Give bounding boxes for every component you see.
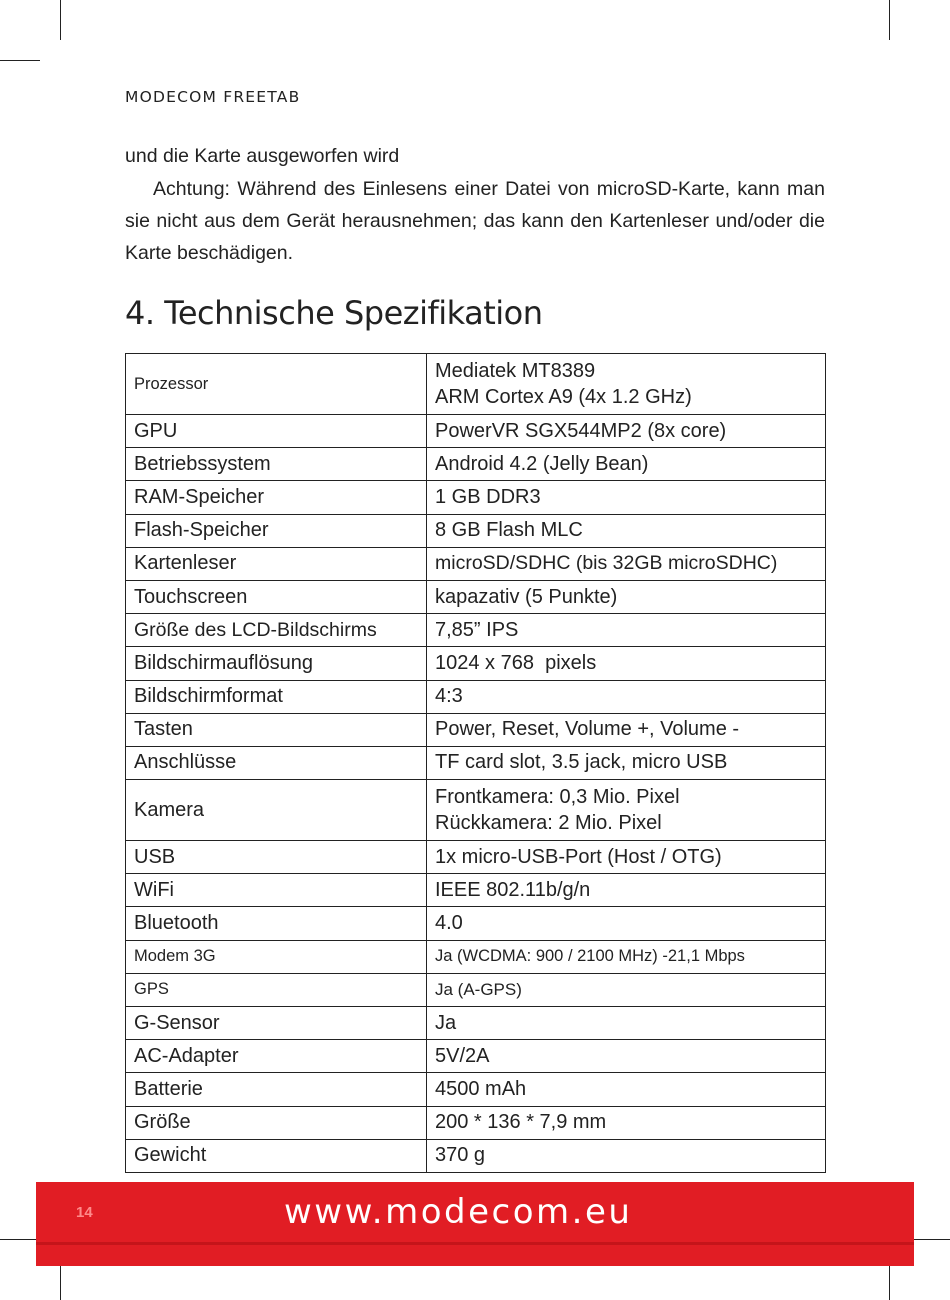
page-number: 14 (76, 1204, 93, 1221)
spec-key: WiFi (126, 874, 427, 907)
table-row (126, 1073, 826, 1106)
spec-key: Tasten (126, 713, 427, 746)
spec-value: Ja (A-GPS) (427, 973, 826, 1006)
table-row (126, 907, 826, 940)
crop-mark (60, 1260, 61, 1300)
spec-value: 4500 mAh (427, 1073, 826, 1106)
table-row (126, 614, 826, 647)
spec-value (427, 780, 826, 841)
spec-value: 8 GB Flash MLC (427, 514, 826, 547)
spec-value (427, 354, 826, 415)
crop-mark (910, 1239, 950, 1240)
table-row (126, 780, 826, 841)
spec-key: Kamera (126, 780, 427, 841)
spec-key: GPS (126, 973, 427, 1006)
running-header: MODECOM FREETAB (125, 88, 301, 106)
spec-key: Bildschirmauflösung (126, 647, 427, 680)
spec-key: GPU (126, 415, 427, 448)
warning-paragraph: Achtung: Während des Einlesens einer Datei von microSD-Karte, kann man sie nicht aus dem Gerät herausnehmen; das kann den Kartenleser und/oder die Karte beschädigen. (125, 178, 825, 264)
spec-key: G-Sensor (126, 1007, 427, 1040)
spec-value: 4:3 (427, 680, 826, 713)
section-title: 4. Technische Spezifikation (125, 294, 543, 332)
spec-value-line: Rückkamera: 2 Mio. Pixel (435, 812, 662, 835)
spec-table (125, 353, 826, 1173)
spec-key: AC-Adapter (126, 1040, 427, 1073)
spec-value: 4.0 (427, 907, 826, 940)
spec-value: 200 * 136 * 7,9 mm (427, 1106, 826, 1139)
table-row (126, 580, 826, 613)
footer-stripe (36, 1242, 914, 1245)
spec-value: 1 GB DDR3 (427, 481, 826, 514)
table-row (126, 354, 826, 415)
crop-mark (0, 60, 40, 61)
spec-key: Größe des LCD-Bildschirms (126, 614, 427, 647)
spec-key: Anschlüsse (126, 746, 427, 779)
spec-value-line: Mediatek MT8389 (435, 360, 596, 382)
spec-key: Batterie (126, 1073, 427, 1106)
table-row (126, 1139, 826, 1172)
spec-value: IEEE 802.11b/g/n (427, 874, 826, 907)
spec-key: USB (126, 841, 427, 874)
table-row (126, 841, 826, 874)
spec-key: Gewicht (126, 1139, 427, 1172)
spec-value-line: ARM Cortex A9 (4x 1.2 GHz) (435, 386, 692, 408)
spec-key: RAM-Speicher (126, 481, 427, 514)
spec-value: Android 4.2 (Jelly Bean) (427, 448, 826, 481)
table-row (126, 874, 826, 907)
spec-value: 7,85” IPS (427, 614, 826, 647)
crop-mark (0, 1239, 40, 1240)
crop-mark (889, 1260, 890, 1300)
table-row (126, 1040, 826, 1073)
table-row (126, 415, 826, 448)
spec-value: PowerVR SGX544MP2 (8x core) (427, 415, 826, 448)
table-row (126, 448, 826, 481)
footer-banner (36, 1182, 914, 1266)
table-row (126, 547, 826, 580)
table-row (126, 746, 826, 779)
spec-key: Kartenleser (126, 547, 427, 580)
spec-key: Bluetooth (126, 907, 427, 940)
crop-mark (60, 0, 61, 40)
crop-mark (889, 0, 890, 40)
intro-line: und die Karte ausgeworfen wird (125, 145, 400, 167)
table-row (126, 1007, 826, 1040)
spec-key: Bildschirmformat (126, 680, 427, 713)
table-row (126, 481, 826, 514)
spec-value-line: Frontkamera: 0,3 Mio. Pixel (435, 786, 680, 809)
table-row (126, 1106, 826, 1139)
spec-key: Modem 3G (126, 940, 427, 973)
spec-key: Flash-Speicher (126, 514, 427, 547)
spec-value: Ja (427, 1007, 826, 1040)
spec-value: kapazativ (5 Punkte) (427, 580, 826, 613)
spec-value: microSD/SDHC (bis 32GB microSDHC) (427, 547, 826, 580)
spec-value: 1024 x 768 pixels (427, 647, 826, 680)
spec-value: Power, Reset, Volume +, Volume - (427, 713, 826, 746)
table-row (126, 647, 826, 680)
spec-key: Touchscreen (126, 580, 427, 613)
spec-value: Ja (WCDMA: 900 / 2100 MHz) -21,1 Mbps (427, 940, 826, 973)
spec-value: 5V/2A (427, 1040, 826, 1073)
spec-key: Größe (126, 1106, 427, 1139)
table-row (126, 514, 826, 547)
spec-value: 370 g (427, 1139, 826, 1172)
spec-value: TF card slot, 3.5 jack, micro USB (427, 746, 826, 779)
table-row (126, 680, 826, 713)
spec-value: 1x micro-USB-Port (Host / OTG) (427, 841, 826, 874)
spec-key: Prozessor (126, 354, 427, 415)
spec-key: Betriebssystem (126, 448, 427, 481)
table-row (126, 940, 826, 973)
table-row (126, 713, 826, 746)
table-row (126, 973, 826, 1006)
footer-url: www.modecom.eu (284, 1192, 633, 1232)
